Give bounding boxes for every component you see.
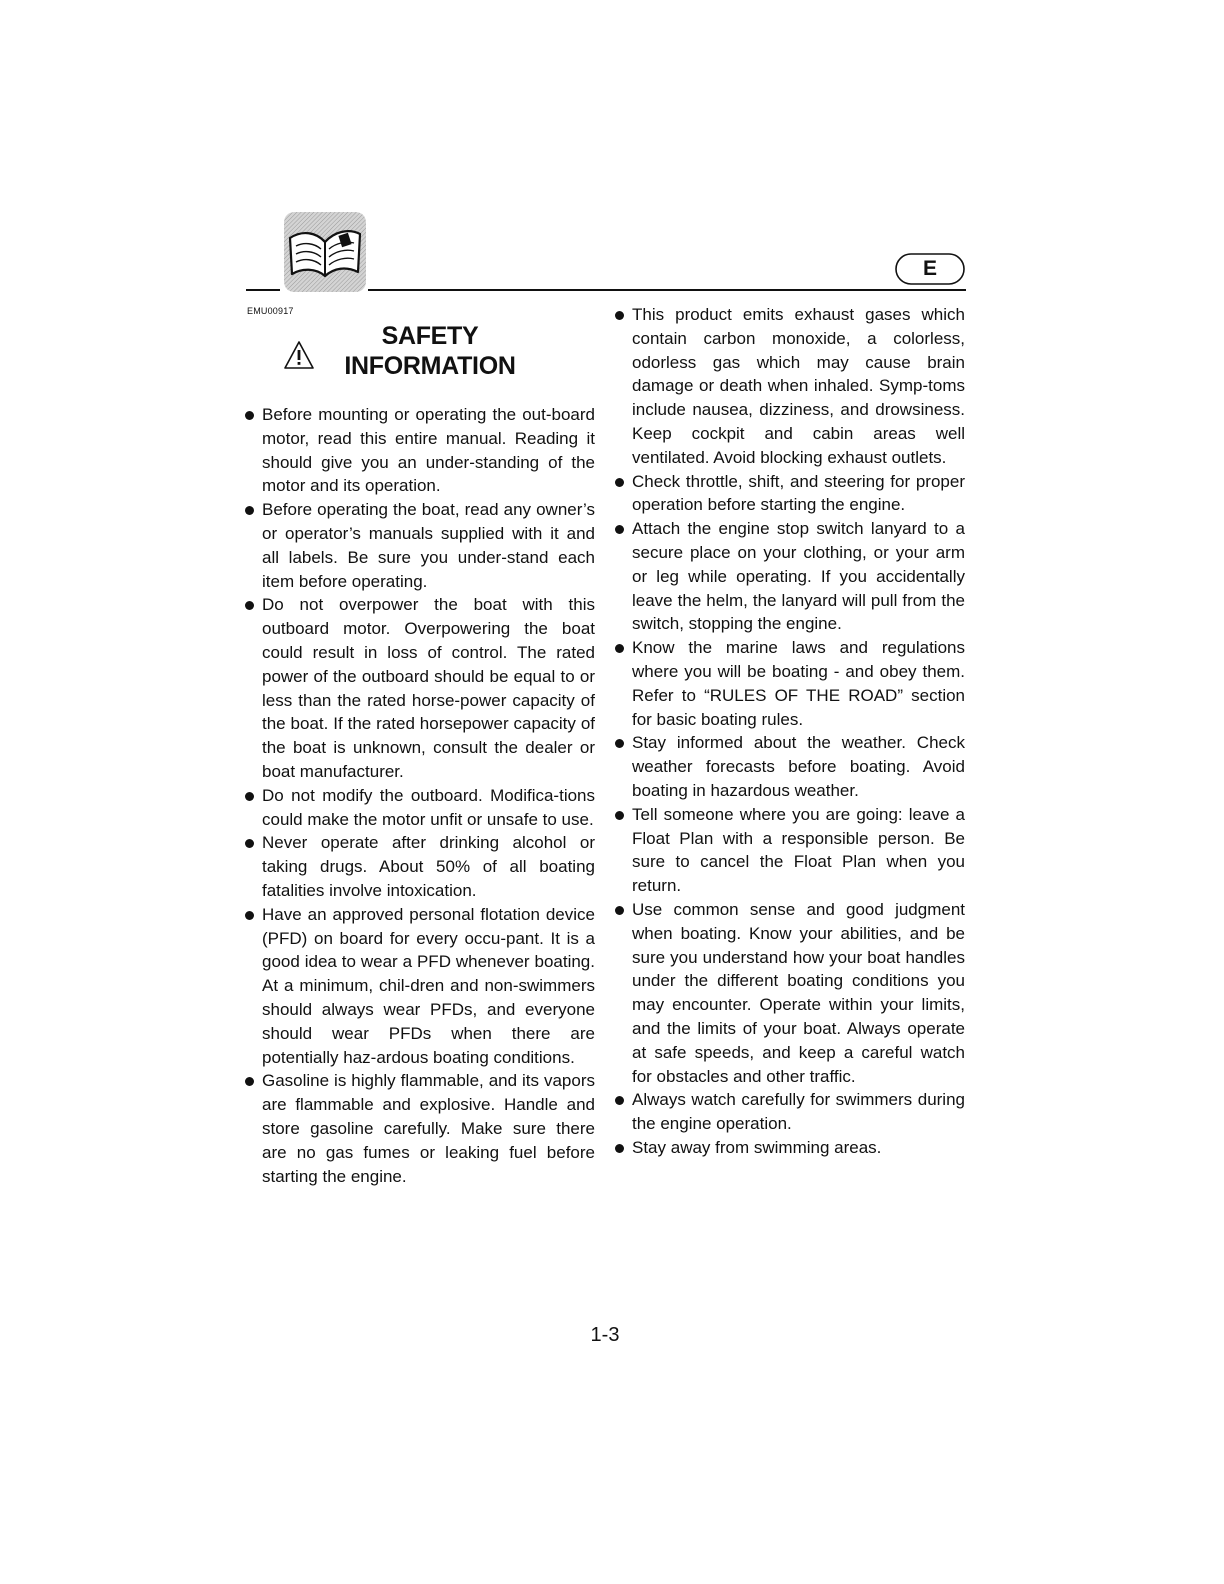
- bullet-icon: [245, 792, 254, 801]
- list-item: [262, 903, 595, 1070]
- section-title: [330, 321, 530, 381]
- list-item: [632, 803, 965, 898]
- list-item: [262, 831, 595, 902]
- left-column-list: [262, 403, 595, 1188]
- list-item-text: Check throttle, shift, and steering for proper operation before starting the engine.: [632, 471, 965, 515]
- list-item: [262, 1069, 595, 1188]
- list-item-text: Never operate after drinking alcohol or taking drugs. About 50% of all boating fatalities involve intoxication.: [262, 833, 595, 900]
- section-title-line1: SAFETY: [381, 322, 479, 350]
- section-title-line2: INFORMATION: [344, 352, 516, 380]
- document-code: EMU00917: [247, 306, 294, 316]
- bullet-icon: [615, 906, 624, 915]
- header-rule-right: [368, 289, 966, 291]
- bullet-icon: [615, 1096, 624, 1105]
- list-item: [632, 731, 965, 802]
- header-rule-left: [246, 289, 280, 291]
- bullet-icon: [245, 601, 254, 610]
- right-column-list: [632, 303, 965, 1160]
- list-item: [632, 636, 965, 731]
- list-item-text: Always watch carefully for swimmers during the engine operation.: [632, 1090, 965, 1134]
- list-item-text: Use common sense and good judgment when boating. Know your abilities, and be sure you understand how your boat handles under the different boating conditions you may encounter. Operate within your limits, and the limits of your boat. Always operate at safe speeds, and keep a careful watch for obstacles and other traffic.: [632, 899, 965, 1086]
- list-item: [632, 303, 965, 470]
- bullet-icon: [245, 411, 254, 420]
- list-item: [262, 403, 595, 498]
- list-item: [632, 517, 965, 636]
- list-item: [262, 498, 595, 593]
- list-item-text: Attach the engine stop switch lanyard to a secure place on your clothing, or your arm or leg while operating. If you accidentally leave the helm, the lanyard will pull from the switch, stopping the engine.: [632, 519, 965, 634]
- list-item-text: This product emits exhaust gases which contain carbon monoxide, a colorless, odorless gas which may cause brain damage or death when inhaled. Symp-toms include nausea, dizziness, and drowsiness. Keep cockpit and cabin areas well ventilated. Avoid blocking exhaust outlets.: [632, 305, 965, 467]
- list-item: [632, 470, 965, 518]
- list-item-text: Tell someone where you are going: leave a Float Plan with a responsible person. Be sure to cancel the Float Plan when you return.: [632, 804, 965, 896]
- list-item: [632, 1088, 965, 1136]
- list-item-text: Gasoline is highly flammable, and its vapors are flammable and explosive. Handle and store gasoline carefully. Make sure there are no gas fumes or leaking fuel before starting the engine.: [262, 1071, 595, 1186]
- bullet-icon: [615, 525, 624, 534]
- list-item-text: Stay away from swimming areas.: [632, 1137, 882, 1157]
- list-item: [632, 898, 965, 1088]
- bullet-icon: [615, 739, 624, 748]
- language-badge: [895, 253, 965, 285]
- list-item-text: Have an approved personal flotation device (PFD) on board for every occu-pant. It is a good idea to wear a PFD whenever boating. At a minimum, chil-dren and non-swimmers should always wear PFDs, and everyone should wear PFDs when there are potentially haz-ardous boating conditions.: [262, 904, 595, 1067]
- bullet-icon: [615, 811, 624, 820]
- list-item-text: Know the marine laws and regulations where you will be boating - and obey them. Refer to “RULES OF THE ROAD” section for basic boating rules.: [632, 638, 965, 729]
- list-item: [262, 784, 595, 832]
- bullet-icon: [615, 1144, 624, 1153]
- bullet-icon: [245, 911, 254, 920]
- bullet-icon: [245, 506, 254, 515]
- list-item-text: Before operating the boat, read any owner’s or operator’s manuals supplied with it and all labels. Be sure you under-stand each item before operating.: [262, 500, 595, 591]
- open-book-icon: [284, 212, 366, 292]
- list-item: [262, 593, 595, 783]
- bullet-icon: [615, 644, 624, 653]
- page-number: 1-3: [590, 1324, 620, 1346]
- bullet-icon: [245, 839, 254, 848]
- bullet-icon: [615, 311, 624, 320]
- list-item-text: Do not overpower the boat with this outboard motor. Overpowering the boat could result in loss of control. The rated power of the outboard should be equal to or less than the rated horse-power capacity of the boat. If the rated horsepower capacity of the boat is unknown, consult the dealer or boat manufacturer.: [262, 595, 595, 781]
- warning-triangle-icon: [283, 340, 315, 370]
- bullet-icon: [245, 1077, 254, 1086]
- list-item-text: Stay informed about the weather. Check weather forecasts before boating. Avoid boating in hazardous weather.: [632, 733, 965, 800]
- language-letter: E: [922, 257, 937, 280]
- list-item: [632, 1136, 965, 1160]
- bullet-icon: [615, 478, 624, 487]
- list-item-text: Do not modify the outboard. Modifica-tions could make the motor unfit or unsafe to use.: [262, 785, 595, 829]
- list-item-text: Before mounting or operating the out-board motor, read this entire manual. Reading it should give you an under-standing of the motor and its operation.: [262, 405, 595, 496]
